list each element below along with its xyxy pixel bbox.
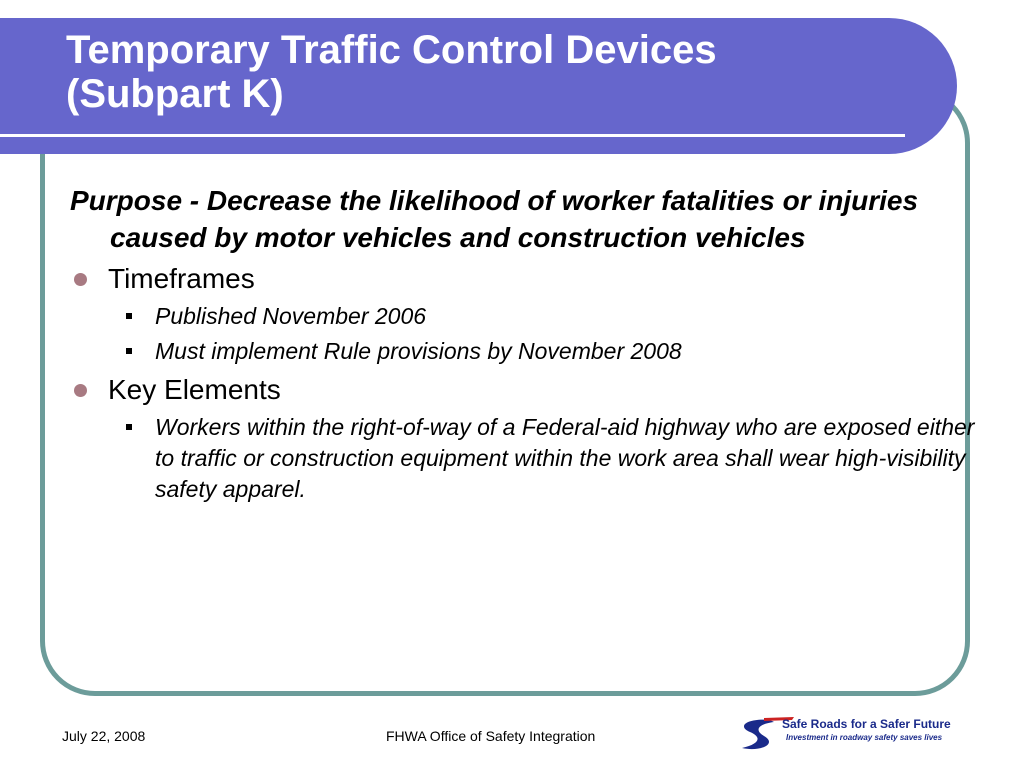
title-line-2: (Subpart K) (66, 72, 284, 116)
bullet-label: Key Elements (108, 374, 281, 405)
bullet-dot-icon (74, 384, 87, 397)
footer-date: July 22, 2008 (62, 728, 146, 744)
sub-bullet-implement (70, 336, 985, 367)
slide-body (70, 182, 985, 505)
bullet-label: Timeframes (108, 263, 255, 294)
logo-tagline: Investment in roadway safety saves lives (786, 733, 943, 742)
square-bullet-icon (126, 424, 132, 430)
sub-bullet-text: Must implement Rule provisions by November 2008 (155, 338, 682, 364)
sub-bullet-text: Workers within the right-of-way of a Federal-aid highway who are exposed either to traffic or construction equipment within the work area shall wear high-visibility safety apparel. (155, 414, 975, 502)
safe-roads-logo (734, 714, 974, 754)
sub-bullet-workers (70, 412, 985, 505)
bullet-dot-icon (74, 273, 87, 286)
logo-title: Safe Roads for a Safer Future (782, 717, 951, 731)
sub-bullet-text: Published November 2006 (155, 303, 427, 329)
sub-bullet-published (70, 301, 985, 332)
title-underline (0, 134, 905, 137)
footer-center: FHWA Office of Safety Integration (386, 728, 596, 744)
purpose-statement: Purpose - Decrease the likelihood of worker fatalities or injuries caused by motor vehicles and construction vehicles (70, 185, 919, 253)
square-bullet-icon (126, 348, 132, 354)
logo-swoosh-icon (742, 720, 774, 749)
title-line-1: Temporary Traffic Control Devices (66, 28, 717, 72)
bullet-key-elements (70, 371, 985, 408)
square-bullet-icon (126, 313, 132, 319)
slide-title (66, 28, 717, 116)
bullet-timeframes (70, 260, 985, 297)
